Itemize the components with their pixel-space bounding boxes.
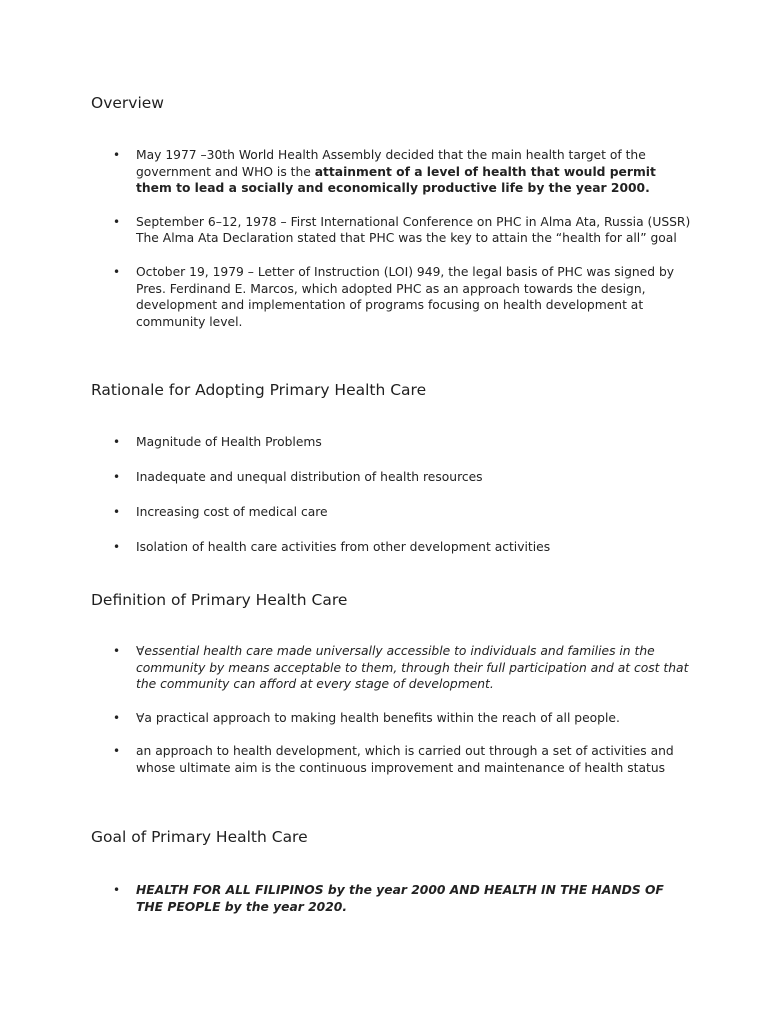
bullet-icon: •	[113, 264, 121, 279]
rationale-item-text: Magnitude of Health Problems	[136, 435, 322, 449]
list-item	[91, 743, 691, 776]
list-item	[91, 147, 691, 197]
goal-item-text: HEALTH FOR ALL FILIPINOS by the year 2000 AND HEALTH IN THE HANDS OF THE PEOPLE by the year 2020.	[136, 883, 664, 914]
overview-list	[91, 147, 691, 347]
rationale-item-text: Increasing cost of medical care	[136, 504, 328, 519]
bullet-icon: •	[113, 644, 121, 658]
overview-item-1-bold: attainment of a level of health that would permit them to lead a socially and economically productive life by the year 2000.	[136, 164, 656, 196]
list-item	[91, 469, 691, 486]
bullet-icon: •	[113, 504, 121, 519]
bullet-icon: •	[113, 435, 121, 449]
overview-item-3-text: October 19, 1979 – Letter of Instruction (LOI) 949, the legal basis of PHC was signed by Pres. Ferdinand E. Marcos, which adopted PHC as an approach towards the design, development and implementation of programs focusing on health development at community level.	[136, 264, 675, 329]
list-item	[91, 539, 691, 556]
bullet-icon: •	[113, 883, 121, 897]
list-item	[91, 504, 691, 521]
rationale-item-text: Isolation of health care activities from other development activities	[136, 539, 551, 554]
definition-item-text: ∀a practical approach to making health benefits within the reach of all people.	[136, 710, 620, 725]
definition-item-text: an approach to health development, which is carried out through a set of activities and whose ultimate aim is the continuous improvement and maintenance of health status	[136, 744, 674, 775]
bullet-icon: •	[113, 214, 121, 229]
definition-heading: Definition of Primary Health Care	[91, 591, 348, 609]
overview-heading: Overview	[91, 94, 164, 112]
list-item	[91, 643, 691, 693]
overview-item-2-text: September 6–12, 1978 – First International Conference on PHC in Alma Ata, Russia (USSR) The Alma Ata Declaration stated that PHC was the key to attain the “health for all” goal	[136, 214, 691, 246]
bullet-icon: •	[113, 469, 121, 484]
bullet-icon: •	[113, 710, 121, 725]
rationale-heading: Rationale for Adopting Primary Health Care	[91, 381, 427, 399]
bullet-icon: •	[113, 744, 121, 759]
overview-item-1-text: May 1977 –30th World Health Assembly decided that the main health target of the government and WHO is the	[136, 148, 646, 179]
definition-item-text: ∀essential health care made universally accessible to individuals and families in the community by means acceptable to them, through their full participation and at cost that the community can afford at every stage of development.	[136, 644, 689, 692]
list-item	[91, 710, 691, 727]
rationale-item-text: Inadequate and unequal distribution of health resources	[136, 469, 483, 484]
bullet-icon: •	[113, 539, 121, 554]
list-item	[91, 264, 691, 330]
definition-list	[91, 643, 691, 794]
list-item	[91, 882, 691, 915]
list-item	[91, 434, 691, 451]
list-item	[91, 214, 691, 247]
rationale-list	[91, 434, 691, 574]
bullet-icon: •	[113, 148, 121, 162]
goal-heading: Goal of Primary Health Care	[91, 828, 308, 846]
goal-list	[91, 882, 691, 915]
